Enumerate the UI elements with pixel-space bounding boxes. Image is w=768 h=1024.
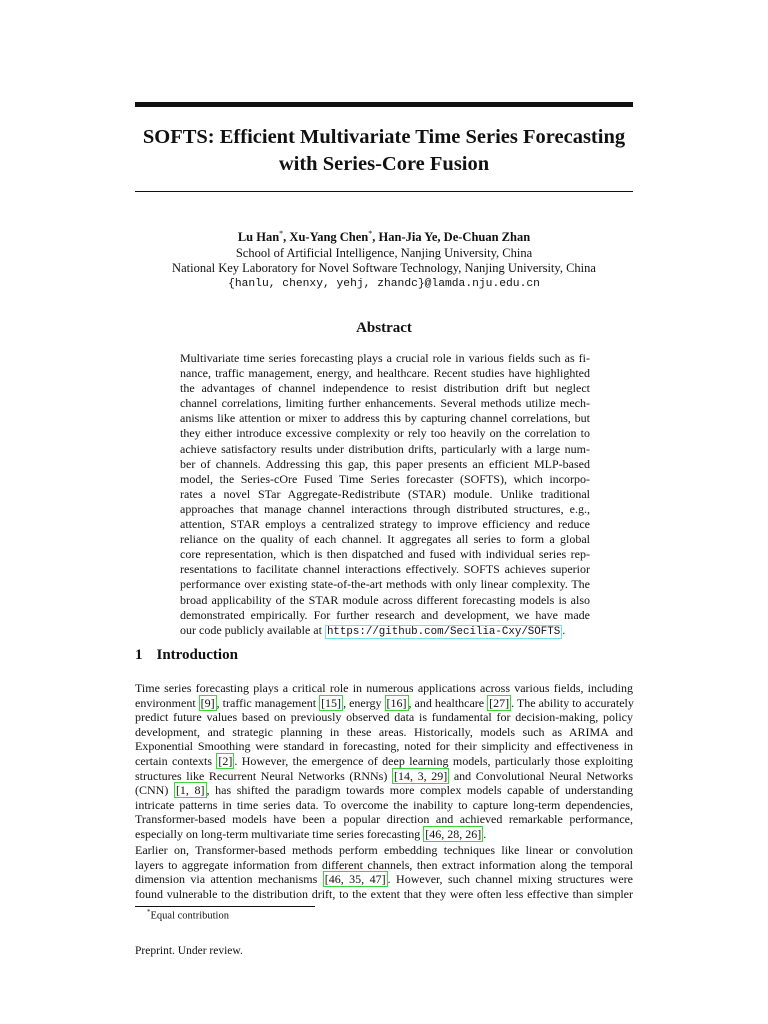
abstract-line: demonstrated empirically. For further research and development, we have made: [180, 607, 590, 622]
abstract-line: rates a novel STar Aggregate-Redistribute (STAR) module. Unlike traditional: [180, 486, 590, 501]
abstract-line: reliance on the quality of each channel. It aggregates all series to form a global: [180, 532, 590, 547]
footnote: [147, 908, 229, 922]
body-line: [135, 783, 633, 798]
footnote-rule: [135, 906, 315, 907]
citation-link[interactable]: [1, 8]: [175, 783, 205, 798]
body-line: Exponential Smoothing were standard in forecasting, noted for their simplicity and effectiveness in: [135, 739, 633, 754]
abstract-line: anisms like attention or mixer to address this by capturing channel correlations, but: [180, 411, 590, 426]
body-line: [135, 769, 633, 784]
title-line-1: SOFTS: Efficient Multivariate Time Series Forecasting: [142, 126, 626, 148]
abstract-line: they either introduce excessive complexity or rely too heavily on the correlation to: [180, 426, 590, 441]
text-run: , and healthcare: [408, 695, 488, 710]
abstract-line: model, the Series-cOre Fused Time Series forecaster (SOFTS), which incorpo-: [180, 471, 590, 486]
paper-title: [120, 124, 648, 178]
citation-link[interactable]: [27]: [489, 695, 510, 710]
abstract-heading: Abstract: [356, 320, 412, 336]
abstract-line-last: [180, 623, 590, 640]
body-line: intricate patterns in time series data. To overcome the inability to capture long-term dependencies,: [135, 797, 633, 812]
abstract-line: performance over existing state-of-the-art methods with only linear complexity. The: [180, 577, 590, 592]
body-line: [135, 827, 633, 842]
section-title: Introduction: [156, 647, 238, 663]
text-run: dimension via attention mechanisms: [135, 872, 323, 887]
citation-link[interactable]: [9]: [200, 695, 215, 710]
text-run: .: [483, 826, 487, 841]
body-line: [135, 696, 633, 711]
abstract-last-period: .: [562, 622, 566, 637]
preprint-notice: Preprint. Under review.: [135, 945, 243, 957]
text-run: certain contexts: [135, 753, 217, 768]
abstract-last-text: our code publicly available at: [180, 622, 325, 637]
citation-link[interactable]: [16]: [386, 695, 407, 710]
top-rule: [135, 102, 633, 107]
text-run: , has shifted the paradigm towards more complex models capable of understanding: [206, 783, 634, 798]
body-line: layers to aggregate information from different channels, then extract information along the temporal: [135, 857, 633, 872]
abstract-line: attention, STAR employs a centralized strategy to improve efficiency and reduce: [180, 517, 590, 532]
citation-link[interactable]: [2]: [218, 753, 233, 768]
author-block: [120, 226, 648, 292]
body-line: development, and strategic planning in these areas. Historically, models such as ARIMA and: [135, 724, 633, 739]
section-number: 1: [135, 647, 143, 663]
author-emails: {hanlu, chenxy, yehj, zhandc}@lamda.nju.edu.cn: [228, 277, 540, 290]
abstract-line: channel correlations, limiting further enhancements. Several methods utilize mech-: [180, 396, 590, 411]
section-heading-introduction: [135, 647, 238, 664]
author-xu-yang-chen: Xu-Yang Chen: [286, 230, 369, 245]
text-run: , traffic management: [216, 695, 320, 710]
title-line-2: with Series-Core Fusion: [278, 153, 490, 175]
footnote-text: Equal contribution: [150, 910, 229, 922]
body-line: Transformer-based models have been a popular direction and achieved remarkable performance,: [135, 812, 633, 827]
body-line: found vulnerable to the distribution drift, to the extent that they were often less effective than simpler: [135, 886, 633, 901]
abstract-line: resentations to facilitate channel interactions effectively. SOFTS achieves superior: [180, 562, 590, 577]
body-line: Earlier on, Transformer-based methods perform embedding techniques like linear or convolution: [135, 843, 633, 857]
footnote-mark: *: [147, 908, 151, 916]
affiliation-2: National Key Laboratory for Novel Software Technology, Nanjing University, China: [172, 261, 596, 276]
abstract-line: broad applicability of the STAR module across different forecasting models is also: [180, 592, 590, 607]
intro-paragraph-1: [135, 681, 633, 842]
abstract-line: core representation, which is then dispatched and fused with individual series rep-: [180, 547, 590, 562]
author-names: Lu Han*, Xu-Yang Chen*, Han-Jia Ye, De-Chuan Zhan: [237, 229, 531, 245]
citation-link[interactable]: [15]: [321, 695, 342, 710]
text-run: environment: [135, 695, 199, 710]
text-run: . However, such channel mixing structures were: [387, 872, 633, 887]
citation-link[interactable]: [46, 35, 47]: [324, 872, 386, 887]
body-line: [135, 754, 633, 769]
text-run: . The ability to accurately: [511, 695, 634, 710]
github-link[interactable]: https://github.com/Secilia-Cxy/SOFTS: [326, 625, 561, 638]
text-run: structures like Recurrent Neural Networks (RNNs): [135, 768, 392, 783]
abstract-line: Multivariate time series forecasting plays a crucial role in various fields such as fi-: [180, 351, 590, 365]
author-lu-han: Lu Han: [237, 230, 280, 245]
body-line: [135, 872, 633, 887]
author-others: Han-Jia Ye, De-Chuan Zhan: [375, 230, 531, 245]
text-run: , energy: [343, 695, 385, 710]
abstract-line: achieve satisfactory results under distribution drifts, particularly with a large num-: [180, 441, 590, 456]
citation-link[interactable]: [46, 28, 26]: [425, 826, 482, 841]
body-line: predict future values based on previously observed data is fundamental for decision-making, policy: [135, 710, 633, 725]
abstract-text: [180, 351, 590, 640]
text-run: (CNN): [135, 783, 174, 798]
equal-contribution-mark: *: [368, 229, 373, 238]
abstract-line: nance, traffic management, energy, and healthcare. Recent studies have highlighted: [180, 366, 590, 381]
body-line: Time series forecasting plays a critical role in numerous applications across various fields, including: [135, 681, 633, 695]
abstract-line: approaches that manage channel interactions through distributed structures, e.g.,: [180, 501, 590, 516]
citation-link[interactable]: [14, 3, 29]: [393, 768, 448, 783]
text-run: . However, the emergence of deep learning models, particularly those exploiting: [234, 753, 633, 768]
abstract-line: ber of channels. Addressing this gap, this paper presents an efficient MLP-based: [180, 456, 590, 471]
affiliation-1: School of Artificial Intelligence, Nanjing University, China: [235, 245, 533, 260]
title-rule: [135, 191, 633, 192]
text-run: especially on long-term multivariate time series forecasting: [135, 826, 424, 841]
abstract-line: the advantages of channel independence to resist distribution drift but neglect: [180, 381, 590, 396]
intro-paragraph-2: [135, 843, 633, 901]
text-run: and Convolutional Neural Networks: [449, 768, 633, 783]
equal-contribution-mark: *: [279, 229, 284, 238]
